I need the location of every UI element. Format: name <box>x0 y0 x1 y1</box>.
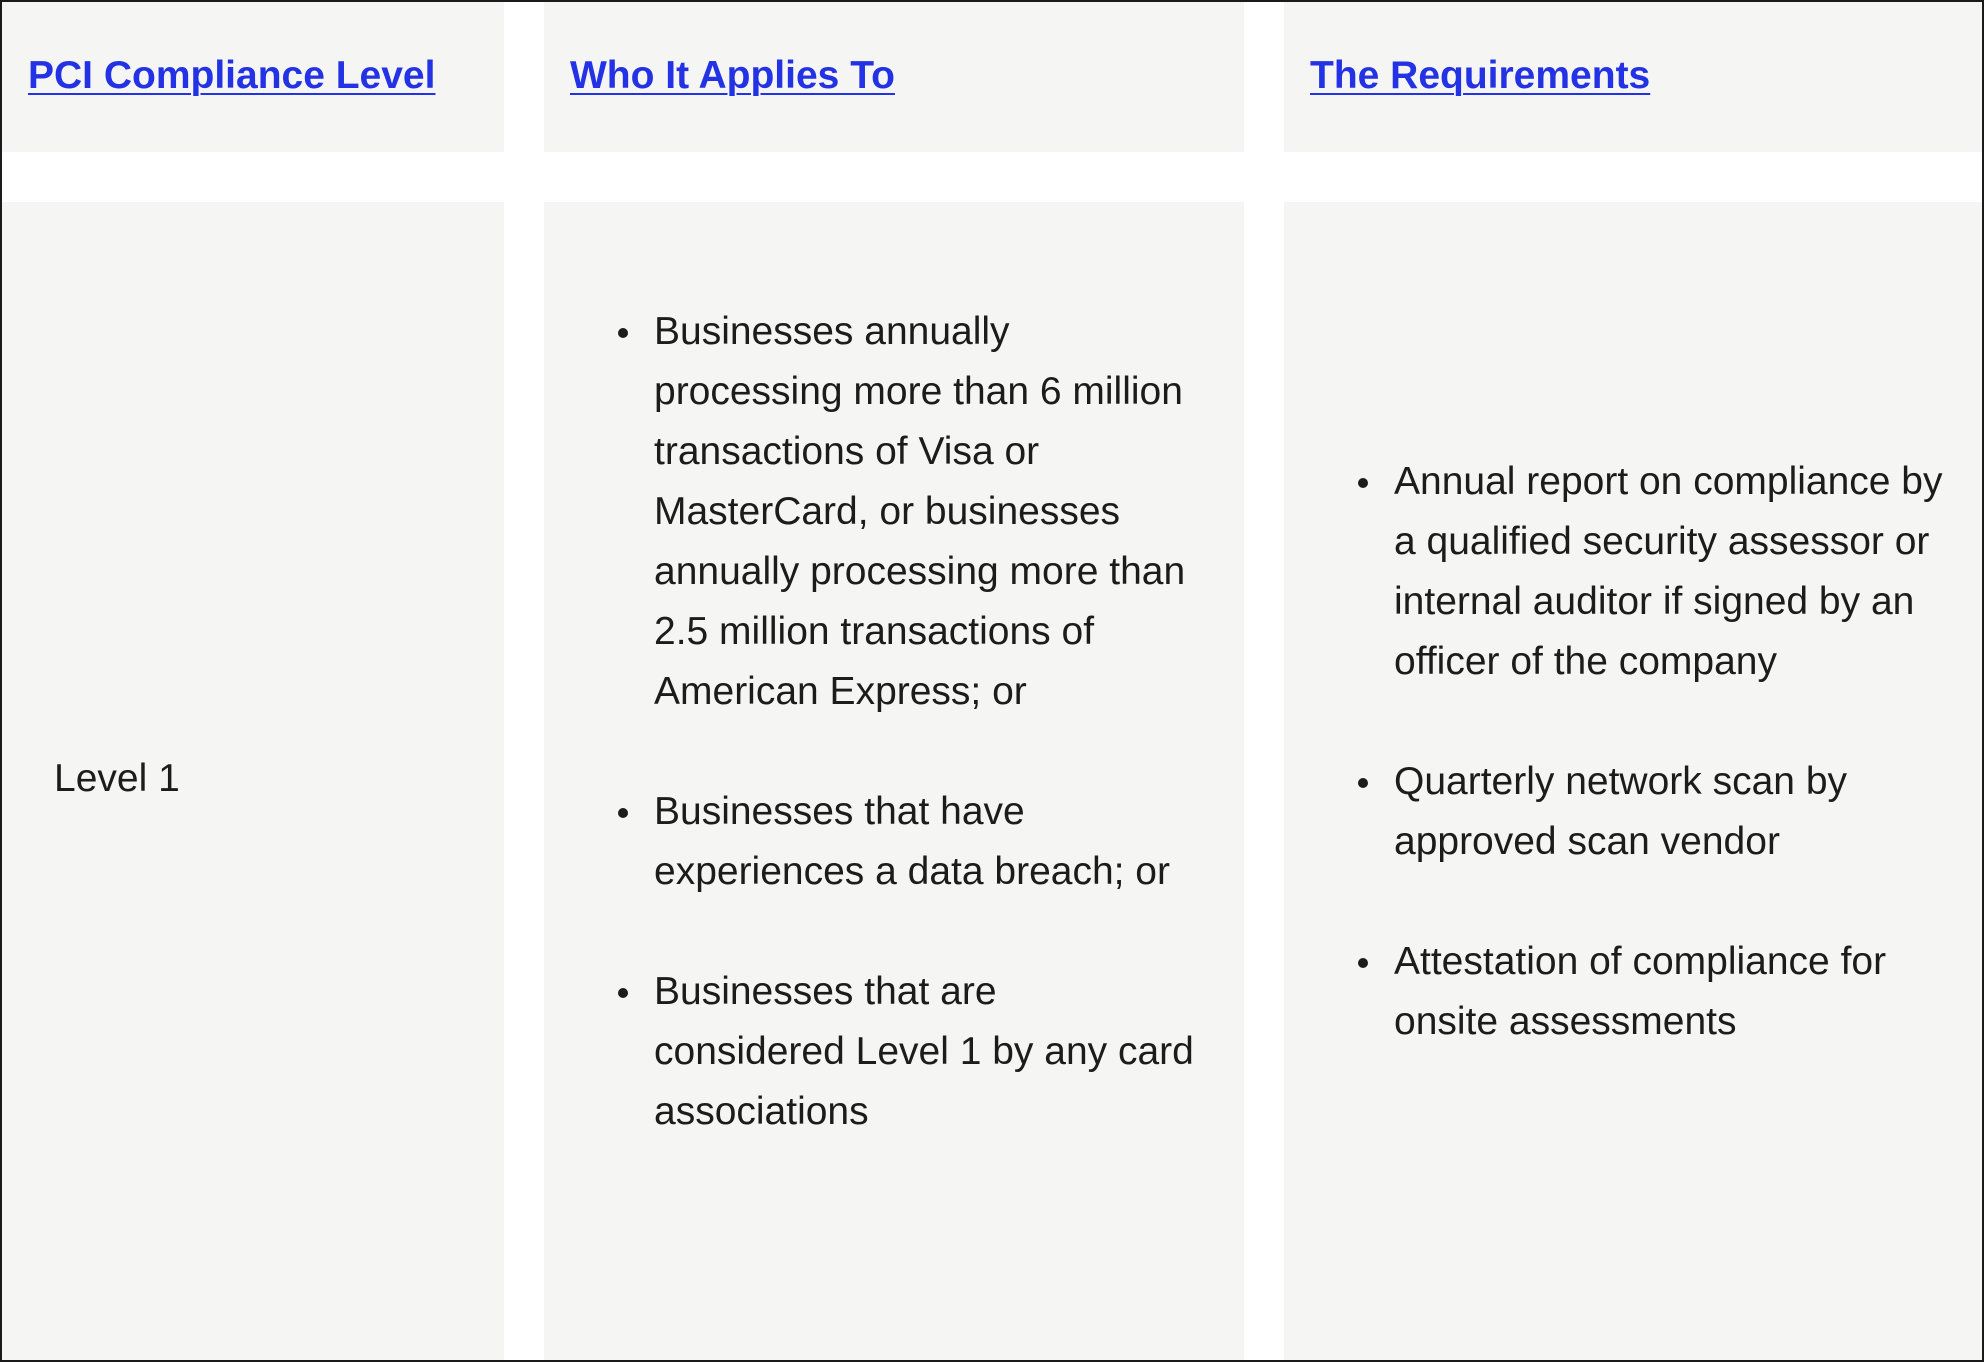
list-item <box>1394 752 1954 872</box>
list-item-text: Businesses that have experiences a data breach; or <box>654 790 1170 893</box>
list-item <box>1394 452 1954 692</box>
bullet-icon <box>1358 478 1368 488</box>
list-item <box>654 302 1194 722</box>
list-item-text: Businesses annually processing more than 6 million transactions of Visa or MasterCard, or businesses annually processing more than 2.5 million transactions of American Express; or <box>654 310 1186 713</box>
header-cell-level <box>2 2 504 152</box>
table-cell-level <box>2 202 504 1362</box>
header-link-requirements[interactable]: The Requirements <box>1310 54 1651 97</box>
list-item-text: Attestation of compliance for onsite assessments <box>1394 940 1887 1043</box>
header-cell-applies-to <box>544 2 1244 152</box>
list-item-text: Businesses that are considered Level 1 by any card associations <box>654 970 1194 1133</box>
list-item-text: Quarterly network scan by approved scan vendor <box>1394 760 1848 863</box>
table-cell-applies-to <box>544 202 1244 1362</box>
list-item <box>654 962 1194 1142</box>
requirements-list <box>1394 452 1954 1052</box>
list-item-text: Annual report on compliance by a qualified security assessor or internal auditor if signed by an officer of the company <box>1394 460 1943 683</box>
list-item <box>1394 932 1954 1052</box>
bullet-icon <box>618 808 628 818</box>
bullet-icon <box>618 988 628 998</box>
header-link-who-it-applies-to[interactable]: Who It Applies To <box>570 54 895 97</box>
table-cell-requirements <box>1284 202 1984 1362</box>
header-link-compliance-level[interactable]: PCI Compliance Level <box>28 54 436 97</box>
header-cell-requirements <box>1284 2 1984 152</box>
bullet-icon <box>618 328 628 338</box>
list-item <box>654 782 1194 902</box>
applies-to-list <box>654 302 1194 1142</box>
level-value: Level 1 <box>54 757 180 800</box>
bullet-icon <box>1358 958 1368 968</box>
bullet-icon <box>1358 778 1368 788</box>
